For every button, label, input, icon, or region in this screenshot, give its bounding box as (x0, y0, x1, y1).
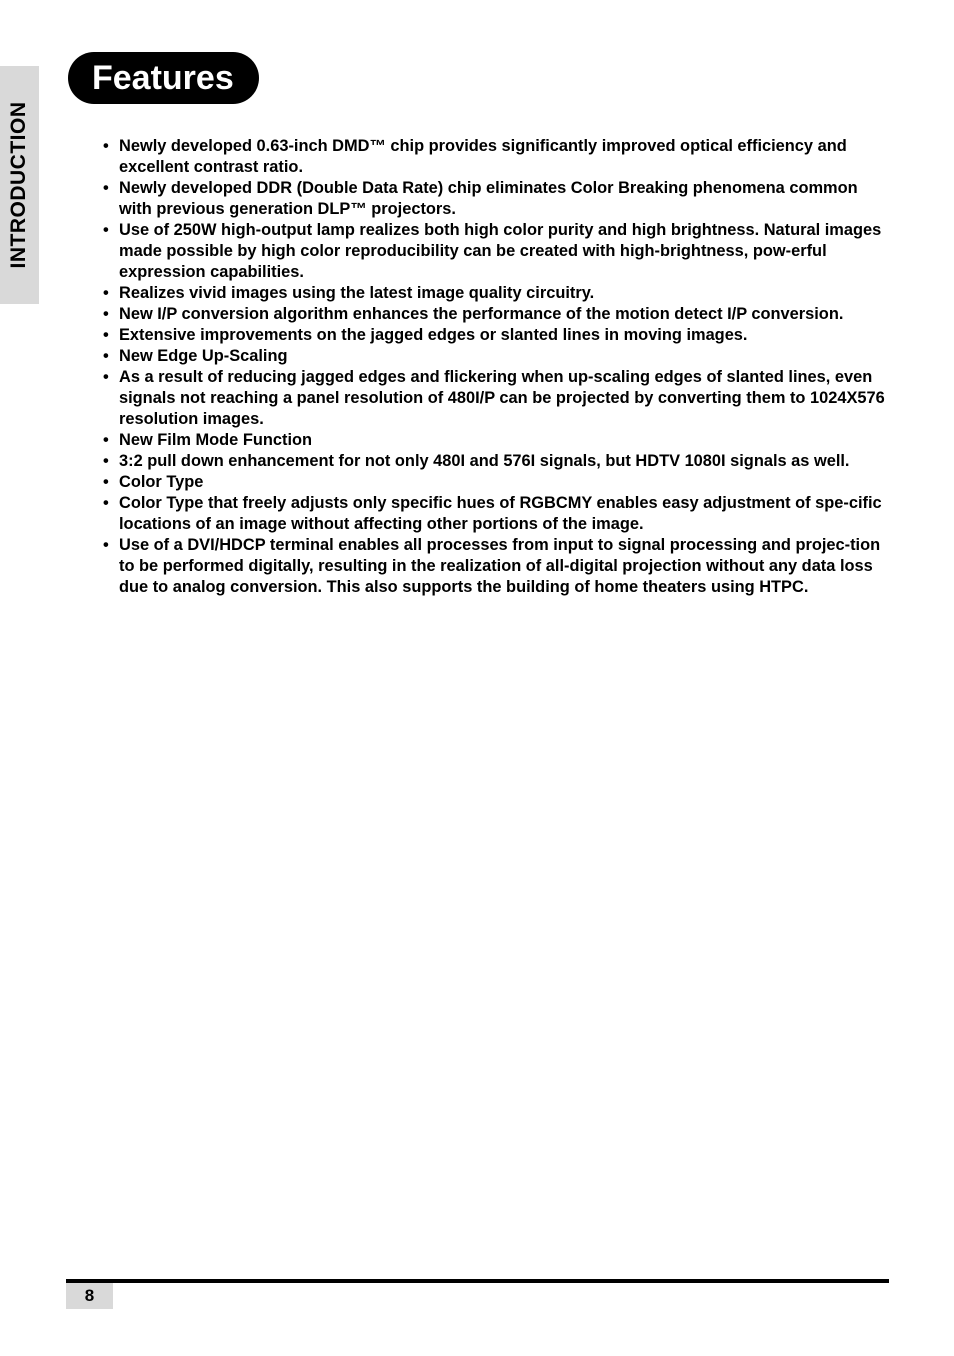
bullet-icon: • (103, 452, 109, 470)
list-item (103, 325, 893, 346)
list-item (103, 367, 893, 430)
feature-text: Color Type that freely adjusts only specific hues of RGBCMY enables easy adjustment of spe-cific locations of an image without affecting other portions of the image. (119, 494, 882, 533)
list-item (103, 136, 893, 178)
page-number: 8 (84, 1286, 95, 1305)
bullet-icon: • (103, 473, 109, 491)
feature-text: Color Type (119, 473, 204, 491)
footer-rule (66, 1279, 889, 1283)
list-item (103, 220, 893, 283)
page-title: Features (92, 59, 234, 97)
feature-list (103, 136, 893, 598)
bullet-icon: • (103, 221, 109, 239)
list-item (103, 493, 893, 535)
feature-text: Newly developed 0.63-inch DMD™ chip provides significantly improved optical efficiency and excellent contrast ratio. (119, 137, 847, 176)
feature-text: Extensive improvements on the jagged edges or slanted lines in moving images. (119, 326, 748, 344)
list-item (103, 304, 893, 325)
list-item (103, 472, 893, 493)
list-item (103, 346, 893, 367)
list-item (103, 451, 893, 472)
bullet-icon: • (103, 179, 109, 197)
feature-text: Newly developed DDR (Double Data Rate) chip eliminates Color Breaking phenomena common with previous generation DLP™ projectors. (119, 179, 858, 218)
bullet-icon: • (103, 137, 109, 155)
bullet-icon: • (103, 536, 109, 554)
bullet-icon: • (103, 305, 109, 323)
list-item (103, 178, 893, 220)
feature-text: New I/P conversion algorithm enhances the performance of the motion detect I/P conversion. (119, 305, 844, 323)
list-item (103, 535, 893, 598)
feature-text: As a result of reducing jagged edges and flickering when up-scaling edges of slanted lines, even signals not reaching a panel resolution of 480I/P can be projected by converting them to 1024X576 resolution images. (119, 368, 885, 428)
feature-text: Realizes vivid images using the latest image quality circuitry. (119, 284, 595, 302)
bullet-icon: • (103, 431, 109, 449)
bullet-icon: • (103, 347, 109, 365)
feature-text: New Edge Up-Scaling (119, 347, 288, 365)
bullet-icon: • (103, 368, 109, 386)
section-tab-label: INTRODUCTION (7, 101, 30, 269)
list-item (103, 283, 893, 304)
bullet-icon: • (103, 326, 109, 344)
feature-text: New Film Mode Function (119, 431, 313, 449)
list-item (103, 430, 893, 451)
bullet-icon: • (103, 284, 109, 302)
feature-text: 3:2 pull down enhancement for not only 480I and 576I signals, but HDTV 1080I signals as well. (119, 452, 850, 470)
feature-text: Use of 250W high-output lamp realizes both high color purity and high brightness. Natural images made possible by high color reproducibility can be created with high-brightness, pow-erful expression capabilities. (119, 221, 882, 281)
feature-text: Use of a DVI/HDCP terminal enables all processes from input to signal processing and projec-tion to be performed digitally, resulting in the realization of all-digital projection without any data loss due to analog conversion. This also supports the building of home theaters using HTPC. (119, 536, 881, 596)
bullet-icon: • (103, 494, 109, 512)
